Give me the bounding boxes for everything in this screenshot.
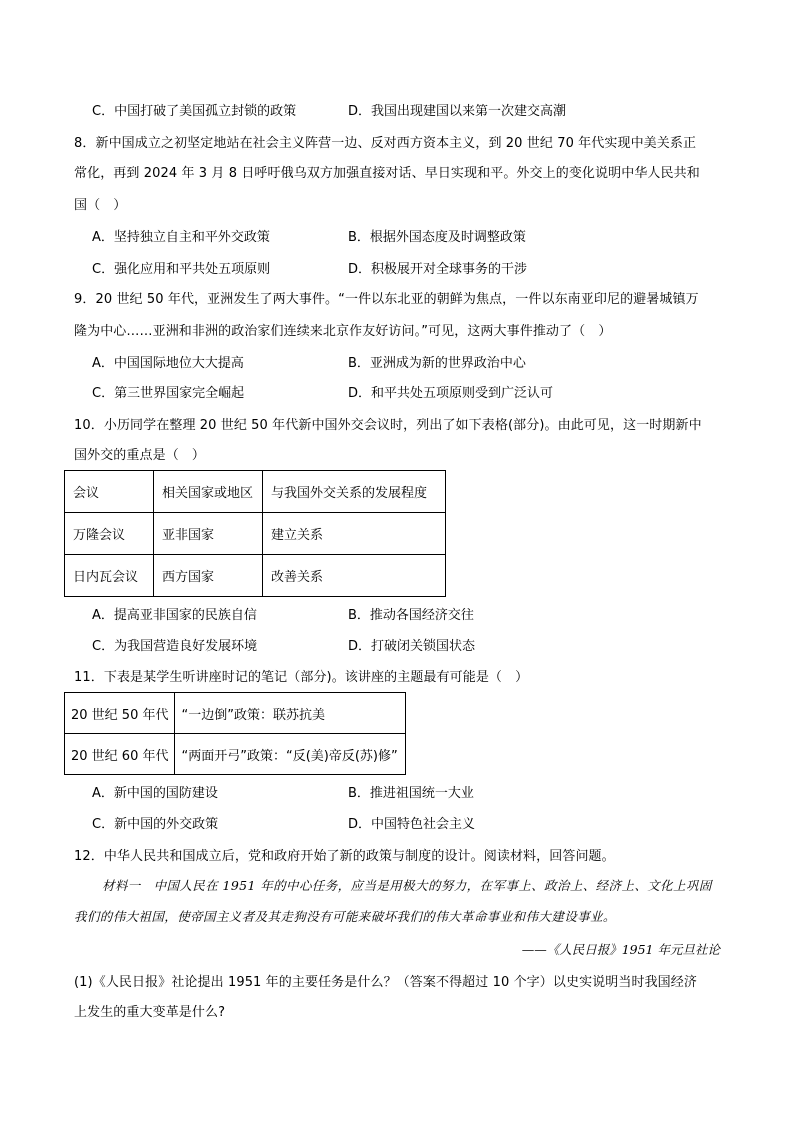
- q9-stem-line1: 9．20 世纪 50 年代，亚洲发生了两大事件。“一件以东北亚的朝鲜为焦点，一件以东南亚印尼的避暑城镇万: [74, 292, 699, 307]
- q8-stem-line3: 国（ ）: [74, 198, 127, 213]
- table-cell: “一边倒”政策：联苏抗美: [175, 693, 406, 734]
- table-cell: 与我国外交关系的发展程度: [263, 471, 446, 513]
- q12-sub1-line2: 上发生的重大变革是什么?: [74, 1005, 226, 1020]
- table-header-row: [65, 471, 446, 513]
- q10-option-b: B．推动各国经济交往: [348, 608, 474, 623]
- q12-material: 材料一 中国人民在 1951 年的中心任务，应当是用极大的努力，在军事上、政治上、经济上、文化上巩固我们的伟大祖国，使帝国主义者及其走狗没有可能来破坏我们的伟大革命事业和伟大建设事业。: [74, 878, 712, 924]
- q10-option-d: D．打破闭关锁国状态: [348, 639, 476, 654]
- q10-stem-line2: 国外交的重点是（ ）: [74, 448, 206, 463]
- q8-option-c: C．强化应用和平共处五项原则: [92, 262, 271, 277]
- table-row: [65, 513, 446, 555]
- table-row: [65, 734, 406, 775]
- q12-stem-line1: 12．中华人民共和国成立后，党和政府开始了新的政策与制度的设计。阅读材料，回答问题。: [74, 849, 615, 864]
- q9-option-b: B．亚洲成为新的世界政治中心: [348, 356, 526, 371]
- table-cell: 日内瓦会议: [65, 555, 154, 597]
- q7-option-c: C．中国打破了美国孤立封锁的政策: [92, 104, 297, 119]
- table-cell: 西方国家: [154, 555, 263, 597]
- q12-sub1-line1: (1)《人民日报》社论提出 1951 年的主要任务是什么？（答案不得超过 10 个字）以史实说明当时我国经济: [74, 975, 697, 990]
- table-cell: 万隆会议: [65, 513, 154, 555]
- q11-option-d: D．中国特色社会主义: [348, 817, 476, 832]
- table-cell: 相关国家或地区: [154, 471, 263, 513]
- q11-option-c: C．新中国的外交政策: [92, 817, 219, 832]
- q9-stem-line2: 隆为中心……亚洲和非洲的政治家们连续来北京作友好访问。”可见，这两大事件推动了（ ）: [74, 324, 612, 339]
- q11-table: [64, 692, 406, 775]
- table-cell: 20 世纪 50 年代: [65, 693, 175, 734]
- q9-option-a: A．中国国际地位大大提高: [92, 356, 244, 371]
- q7-option-d: D．我国出现建国以来第一次建交高潮: [348, 104, 567, 119]
- q9-option-d: D．和平共处五项原则受到广泛认可: [348, 386, 554, 401]
- q10-option-a: A．提高亚非国家的民族自信: [92, 608, 257, 623]
- table-cell: 建立关系: [263, 513, 446, 555]
- q8-option-d: D．积极展开对全球事务的干涉: [348, 262, 528, 277]
- q10-option-c: C．为我国营造良好发展环境: [92, 639, 258, 654]
- q10-table: [64, 470, 446, 597]
- q11-stem-line1: 11．下表是某学生听讲座时记的笔记（部分)。该讲座的主题最有可能是（ ）: [74, 670, 529, 685]
- table-cell: 亚非国家: [154, 513, 263, 555]
- q8-option-b: B．根据外国态度及时调整政策: [348, 230, 526, 245]
- q8-option-a: A．坚持独立自主和平外交政策: [92, 230, 270, 245]
- table-cell: “两面开弓”政策：“反(美)帝反(苏)修”: [175, 734, 406, 775]
- table-row: [65, 693, 406, 734]
- table-row: [65, 555, 446, 597]
- q9-option-c: C．第三世界国家完全崛起: [92, 386, 245, 401]
- q11-option-b: B．推进祖国统一大业: [348, 786, 474, 801]
- q10-stem-line1: 10．小历同学在整理 20 世纪 50 年代新中国外交会议时，列出了如下表格(部分)。由此可见，这一时期新中: [74, 418, 702, 433]
- table-cell: 20 世纪 60 年代: [65, 734, 175, 775]
- q8-stem-line1: 8．新中国成立之初坚定地站在社会主义阵营一边、反对西方资本主义，到 20 世纪 70 年代实现中美关系正: [74, 136, 697, 151]
- q8-stem-line2: 常化，再到 2024 年 3 月 8 日呼吁俄乌双方加强直接对话、早日实现和平。外交上的变化说明中华人民共和: [74, 166, 700, 181]
- table-cell: 改善关系: [263, 555, 446, 597]
- q12-source: ——《人民日报》1951 年元旦社论: [521, 942, 720, 957]
- table-cell: 会议: [65, 471, 154, 513]
- q11-option-a: A．新中国的国防建设: [92, 786, 218, 801]
